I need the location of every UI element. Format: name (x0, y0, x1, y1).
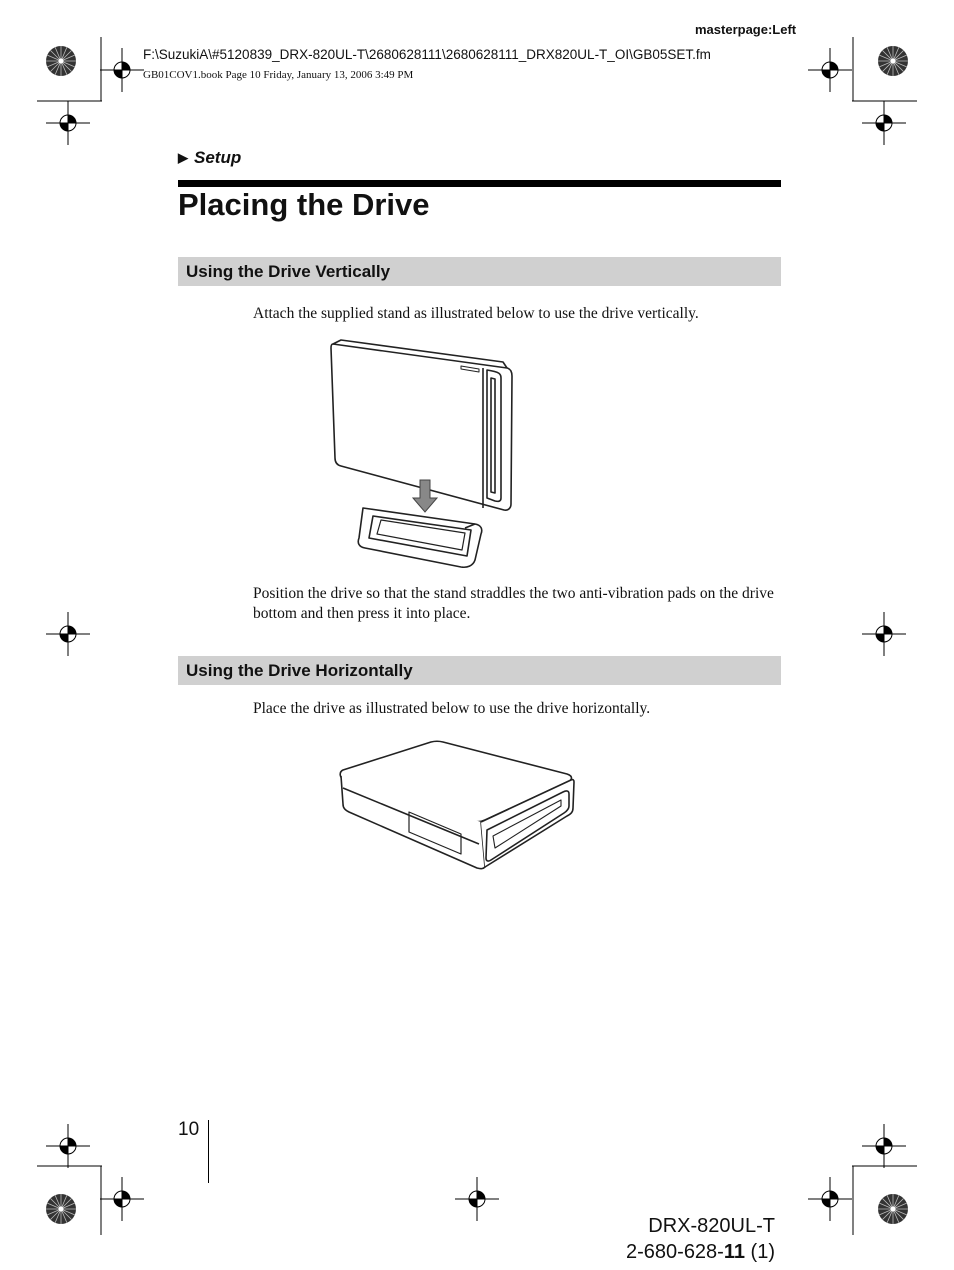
registration-mark-icon (808, 1177, 852, 1221)
registration-mark-icon (46, 612, 90, 656)
subheading-horizontal: Using the Drive Horizontally (178, 656, 781, 685)
book-info: GB01COV1.book Page 10 Friday, January 13, 2006 3:49 PM (143, 69, 414, 81)
page-number: 10 (178, 1119, 200, 1140)
registration-mark-icon (455, 1177, 499, 1221)
starburst-mark-icon (45, 1193, 77, 1225)
part-number-prefix: 2-680-628- (626, 1241, 724, 1263)
registration-mark-icon (46, 101, 90, 145)
file-path: F:\SuzukiA\#5120839_DRX-820UL-T\2680628111\2680628111_DRX820UL-T_OI\GB05SET.fm (143, 47, 711, 62)
paragraph-place-drive: Place the drive as illustrated below to use the drive horizontally. (253, 700, 651, 717)
paragraph-position-drive: Position the drive so that the stand straddles the two anti-vibration pads on the drive bottom and then press it into place. (253, 585, 774, 622)
registration-mark-icon (862, 612, 906, 656)
registration-mark-icon (46, 1124, 90, 1168)
registration-mark-icon (808, 48, 852, 92)
page-title: Placing the Drive (178, 187, 430, 222)
part-number-bold: 11 (723, 1241, 745, 1263)
starburst-mark-icon (877, 1193, 909, 1225)
section-label-text: Setup (194, 148, 242, 167)
registration-mark-icon (862, 1124, 906, 1168)
starburst-mark-icon (45, 45, 77, 77)
starburst-mark-icon (877, 45, 909, 77)
registration-mark-icon (100, 48, 144, 92)
masterpage-label: masterpage:Left (695, 22, 797, 37)
triangle-right-icon: ▶ (178, 150, 188, 165)
model-number: DRX-820UL-T (648, 1215, 775, 1237)
part-number-suffix: (1) (745, 1241, 775, 1263)
registration-mark-icon (100, 1177, 144, 1221)
subheading-vertical: Using the Drive Vertically (178, 257, 781, 286)
registration-mark-icon (862, 101, 906, 145)
paragraph-attach-stand: Attach the supplied stand as illustrated below to use the drive vertically. (253, 305, 699, 322)
